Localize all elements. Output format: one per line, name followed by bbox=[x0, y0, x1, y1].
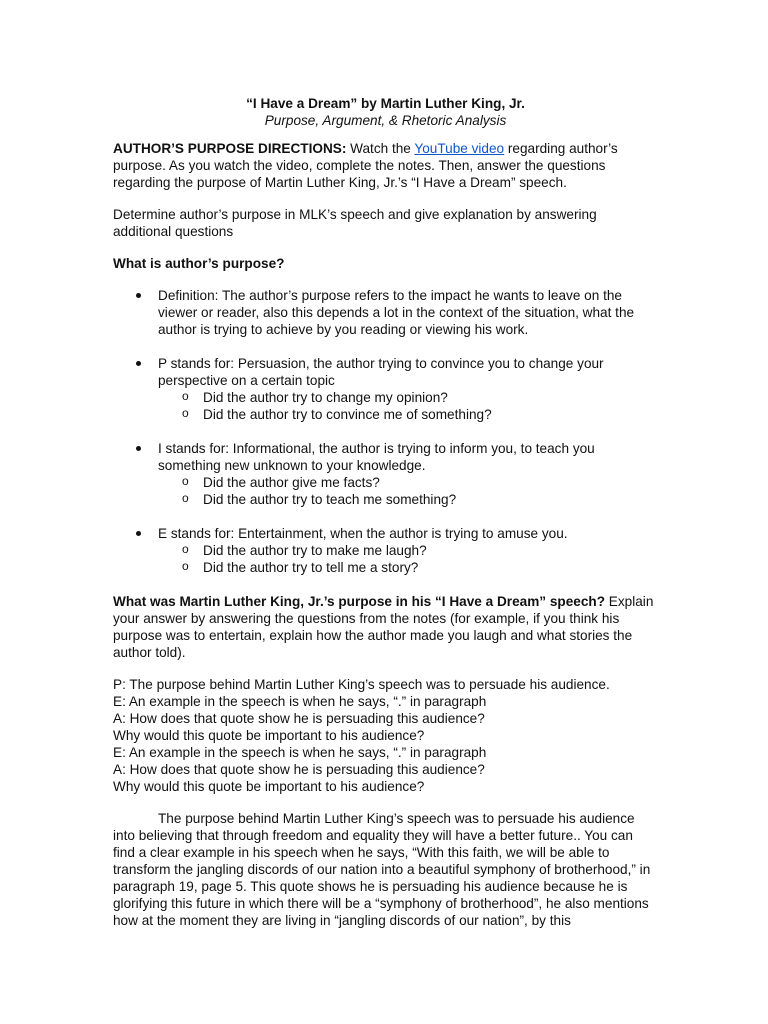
circle-bullet-icon: o bbox=[182, 491, 189, 505]
mlk-question-text: Explain your answer by answering the questions from the notes (for example, if you think his purpose was to entertain, explain how the author made you laugh and what stories the author told). bbox=[113, 594, 654, 660]
directions-text-after-link: regarding author’s purpose. As you watch the video, complete the notes. Then, answer the questions regarding the purpose of Martin Luther King, Jr.’s “I Have a Dream” speech. bbox=[113, 141, 618, 190]
mlk-question-heading: What was Martin Luther King, Jr.’s purpose in his “I Have a Dream” speech? bbox=[113, 594, 606, 609]
purpose-heading: What is author’s purpose? bbox=[113, 256, 285, 271]
pea-line: P: The purpose behind Martin Luther King’s speech was to persuade his audience. bbox=[113, 677, 610, 692]
pea-line: A: How does that quote show he is persuading this audience? bbox=[113, 762, 485, 777]
pea-line: A: How does that quote show he is persuading this audience? bbox=[113, 711, 485, 726]
youtube-video-link[interactable]: YouTube video bbox=[414, 141, 505, 156]
purpose-bullet-list bbox=[113, 287, 658, 576]
sub-question: o Did the author try to tell me a story? bbox=[182, 559, 419, 575]
mlk-question-paragraph bbox=[113, 593, 658, 661]
circle-bullet-icon: o bbox=[182, 389, 189, 403]
sub-question-list bbox=[158, 474, 658, 508]
bullet-text: Definition: The author’s purpose refers to the impact he wants to leave on the viewer or reader, also this depends a lot in the context of the situation, what the author is trying to achieve by you reading or viewing his work. bbox=[158, 288, 635, 337]
sub-question-list bbox=[158, 542, 658, 576]
document-subtitle: Purpose, Argument, & Rhetoric Analysis bbox=[264, 113, 507, 128]
determine-paragraph: Determine author’s purpose in MLK’s speech and give explanation by answering additional questions bbox=[113, 207, 597, 239]
bullet-text: E stands for: Entertainment, when the author is trying to amuse you. bbox=[158, 526, 568, 541]
sub-question: o Did the author try to convince me of something? bbox=[182, 406, 492, 422]
bullet-definition bbox=[113, 287, 658, 338]
pea-line: E: An example in the speech is when he says, “.” in paragraph bbox=[113, 745, 487, 760]
circle-bullet-icon: o bbox=[182, 406, 189, 420]
sub-question-list bbox=[158, 389, 658, 423]
sub-question: o Did the author try to change my opinion? bbox=[182, 389, 448, 405]
pea-line: Why would this quote be important to his audience? bbox=[113, 779, 425, 794]
sub-question: o Did the author try to make me laugh? bbox=[182, 542, 427, 558]
sub-question: o Did the author try to teach me something? bbox=[182, 491, 457, 507]
bullet-informational bbox=[113, 440, 658, 508]
circle-bullet-icon: o bbox=[182, 542, 189, 556]
document-title: “I Have a Dream” by Martin Luther King, Jr. bbox=[246, 96, 525, 111]
pea-answer-block bbox=[113, 676, 658, 795]
essay-paragraph: The purpose behind Martin Luther King’s speech was to persuade his audience into believing that through freedom and equality they will have a better future.. You can find a clear example in his speech when he says, “With this faith, we will be able to transform the jangling discords of our nation into a beautiful symphony of brotherhood,” in paragraph 19, page 5. This quote shows he is persuading his audience because he is glorifying this future in which there will be a “symphony of brotherhood”, he also mentions how at the moment they are living in “jangling discords of our nation”, by this bbox=[113, 811, 651, 928]
directions-label: AUTHOR’S PURPOSE DIRECTIONS: bbox=[113, 141, 347, 156]
circle-bullet-icon: o bbox=[182, 559, 189, 573]
bullet-persuasion bbox=[113, 355, 658, 423]
document-body bbox=[113, 95, 658, 929]
pea-line: E: An example in the speech is when he says, “.” in paragraph bbox=[113, 694, 487, 709]
directions-text-before-link: Watch the bbox=[346, 141, 415, 156]
bullet-text: P stands for: Persuasion, the author trying to convince you to change your perspective on a certain topic bbox=[158, 356, 604, 388]
directions-paragraph bbox=[113, 140, 658, 191]
circle-bullet-icon: o bbox=[182, 474, 189, 488]
bullet-text: I stands for: Informational, the author is trying to inform you, to teach you something new unknown to your knowledge. bbox=[158, 441, 595, 473]
bullet-entertainment bbox=[113, 525, 658, 576]
sub-question: o Did the author give me facts? bbox=[182, 474, 380, 490]
pea-line: Why would this quote be important to his audience? bbox=[113, 728, 425, 743]
